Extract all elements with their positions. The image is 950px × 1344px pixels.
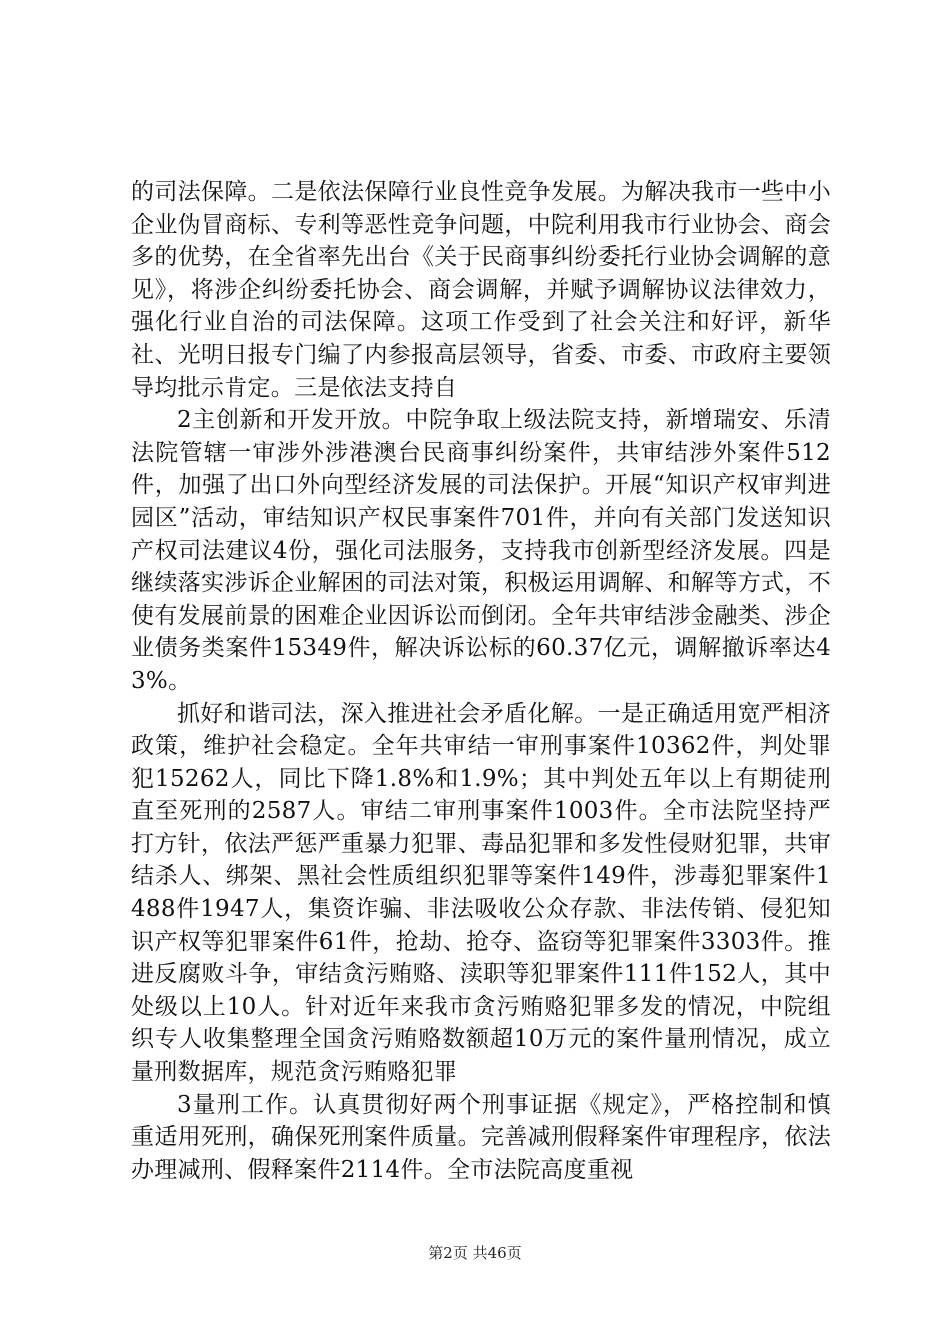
paragraph-1: 的司法保障。二是依法保障行业良性竞争发展。为解决我市一些中小企业伪冒商标、专利等恶性竞争问题，中院利用我市行业协会、商会多的优势，在全省率先出台《关于民商事纠纷委托行业协会调解的意见》，将涉企纠纷委托协会、商会调解，并赋予调解协议法律效力，强化行业自治的司法保障。这项工作受到了社会关注和好评，新华社、光明日报专门编了内参报高层领导，省委、市委、市政府主要领导均批示肯定。三是依法支持自 bbox=[131, 179, 831, 401]
paragraph-4: 3量刑工作。认真贯彻好两个刑事证据《规定》，严格控制和慎重适用死刑，确保死刑案件质量。完善减刑假释案件审理程序，依法办理减刑、假释案件2114件。全市法院高度重视 bbox=[131, 1091, 831, 1183]
page-number-footer: 第2页 共46页 bbox=[428, 1244, 522, 1262]
paragraph-3: 抓好和谐司法，深入推进社会矛盾化解。一是正确适用宽严相济政策，维护社会稳定。全年共审结一审刑事案件10362件，判处罪犯15262人，同比下降1.8%和1.9%；其中判处五年以上有期徒刑直至死刑的2587人。审结二审刑事案件1003件。全市法院坚持严打方针，依法严惩严重暴力犯罪、毒品犯罪和多发性侵财犯罪，共审结杀人、绑架、黑社会性质组织犯罪等案件149件，涉毒犯罪案件1488件1947人，集资诈骗、非法吸收公众存款、非法传销、侵犯知识产权等犯罪案件61件，抢劫、抢夺、盗窃等犯罪案件3303件。推进反腐败斗争，审结贪污贿赂、渎职等犯罪案件111件152人，其中处级以上10人。针对近年来我市贪污贿赂犯罪多发的情况，中院组织专人收集整理全国贪污贿赂数额超10万元的案件量刑情况，成立量刑数据库，规范贪污贿赂犯罪 bbox=[131, 700, 831, 1086]
document-body bbox=[131, 176, 831, 1186]
paragraph-2: 2主创新和开发开放。中院争取上级法院支持，新增瑞安、乐清法院管辖一审涉外涉港澳台民商事纠纷案件，共审结涉外案件512件，加强了出口外向型经济发展的司法保护。开展“知识产权审判进园区”活动，审结知识产权民事案件701件，并向有关部门发送知识产权司法建议4份，强化司法服务，支持我市创新型经济发展。四是继续落实涉诉企业解困的司法对策，积极运用调解、和解等方式，不使有发展前景的困难企业因诉讼而倒闭。全年共审结涉金融类、涉企业债务类案件15349件，解决诉讼标的60.37亿元，调解撤诉率达43%。 bbox=[131, 407, 831, 694]
